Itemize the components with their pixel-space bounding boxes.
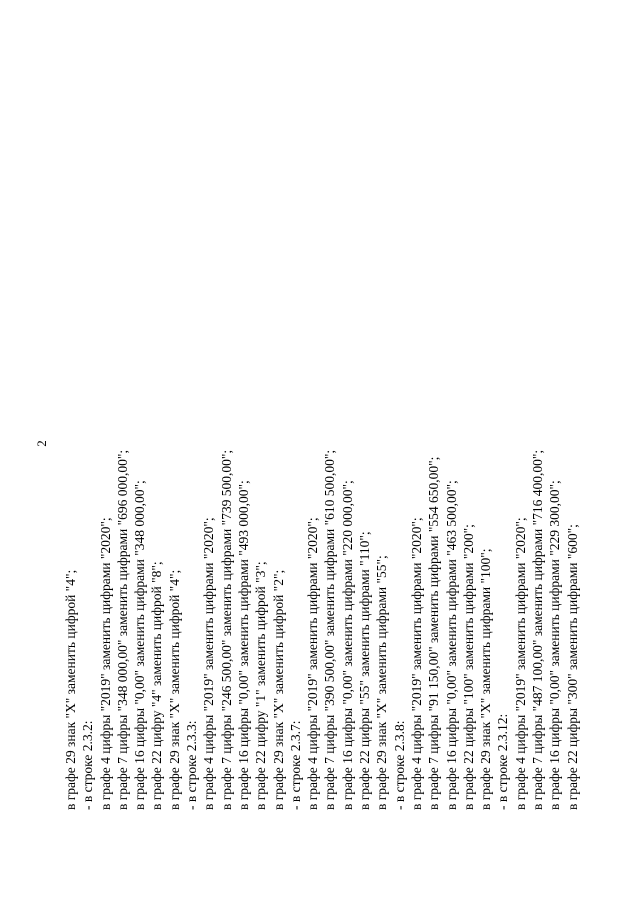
document-line: в графе 4 цифры "2019" заменить цифрами "2020"; <box>97 517 113 810</box>
document-line: в графе 29 знак "X" заменить цифрой "2"; <box>270 569 286 810</box>
document-line: в графе 16 цифры "0,00" заменить цифрами "348 000,00"; <box>132 480 148 810</box>
document-line: в графе 4 цифры "2019" заменить цифрами "2020"; <box>201 517 217 810</box>
document-line: в графе 29 знак "X" заменить цифрами "100"; <box>478 548 494 810</box>
page-number: 2 <box>33 440 49 447</box>
document-line: в графе 22 цифры "100" заменить цифрами "200"; <box>460 524 476 810</box>
document-line: в графе 22 цифру "1" заменить цифрой "3"; <box>253 561 269 810</box>
document-line: в графе 7 цифры "390 500,00" заменить цифрами "610 500,00"; <box>322 449 338 810</box>
document-line: в графе 4 цифры "2019" заменить цифрами "2020"; <box>305 517 321 810</box>
document-line: в графе 16 цифры "0,00" заменить цифрами "493 000,00"; <box>235 480 251 810</box>
document-line: в графе 7 цифры "487 100,00" заменить цифрами "716 400,00"; <box>530 449 546 810</box>
document-line: - в строке 2.3.12: <box>495 713 511 810</box>
document-line: в графе 4 цифры "2019" заменить цифрами "2020"; <box>408 517 424 810</box>
document-line: в графе 7 цифры "91 150,00" заменить цифрами "554 650,00"; <box>426 456 442 810</box>
document-line: в графе 29 знак "X" заменить цифрами "55"; <box>374 555 390 810</box>
document-line: в графе 29 знак "X" заменить цифрой "4"; <box>166 569 182 810</box>
document-line: - в строке 2.3.8: <box>391 720 407 810</box>
document-line: в графе 16 цифры "0,00" заменить цифрами "463 500,00"; <box>443 480 459 810</box>
document-line: в графе 22 цифру "4" заменить цифрой "8"; <box>149 561 165 810</box>
document-line: в графе 16 цифры "0,00" заменить цифрами "229 300,00"; <box>547 480 563 810</box>
document-line: в графе 7 цифры "348 000,00" заменить цифрами "696 000,00"; <box>114 449 130 810</box>
document-line: в графе 4 цифры "2019" заменить цифрами "2020"; <box>512 517 528 810</box>
document-line: в графе 29 знак "X" заменить цифрой "4"; <box>63 569 78 810</box>
document-line: - в строке 2.3.3: <box>184 720 200 810</box>
document-line: - в строке 2.3.2: <box>80 720 96 810</box>
document-line: в графе 22 цифры "55" заменить цифрами "110"; <box>357 531 373 810</box>
document-line: в графе 22 цифры "300" заменить цифрами "600"; <box>564 524 580 810</box>
document-line: - в строке 2.3.7: <box>287 720 303 810</box>
document-line: в графе 7 цифры "246 500,00" заменить цифрами "739 500,00"; <box>218 449 234 810</box>
document-line: в графе 16 цифры "0,00" заменить цифрами "220 000,00"; <box>339 480 355 810</box>
document-body <box>62 390 581 810</box>
